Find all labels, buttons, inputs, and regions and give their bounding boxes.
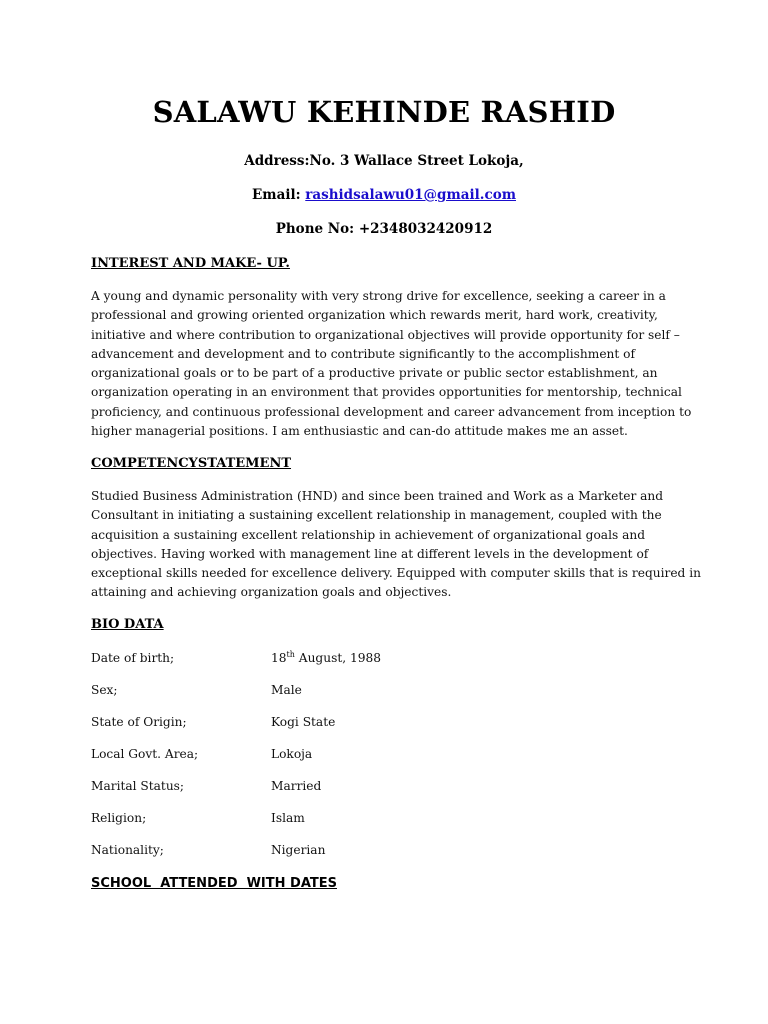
interest-line: higher managerial positions. I am enthusiastic and can-do attitude makes me an asset. bbox=[91, 424, 628, 439]
lga-value: Lokoja bbox=[271, 747, 313, 761]
nationality-value: Nigerian bbox=[271, 843, 326, 857]
competency-line: exceptional skills needed for excellence delivery. Equipped with computer skills that is required in bbox=[91, 566, 701, 581]
dob-suffix: th bbox=[286, 649, 295, 659]
address-value: No. 3 Wallace Street Lokoja, bbox=[309, 153, 524, 169]
origin-label: State of Origin; bbox=[91, 715, 187, 729]
competency-line: Studied Business Administration (HND) and since been trained and Work as a Marketer and bbox=[91, 489, 664, 503]
phone-value: +2348032420912 bbox=[358, 221, 493, 237]
origin-value: Kogi State bbox=[271, 715, 336, 729]
applicant-name: SALAWU KEHINDE RASHID bbox=[152, 95, 616, 129]
religion-label: Religion; bbox=[91, 811, 147, 825]
sex-value: Male bbox=[271, 683, 302, 697]
dob-day: 18 bbox=[271, 651, 287, 665]
dob-rest: August, 1988 bbox=[294, 651, 381, 665]
competency-line: attaining and achieving organization goals and objectives. bbox=[91, 585, 452, 600]
interest-heading: INTEREST AND MAKE- UP. bbox=[91, 256, 290, 271]
interest-line: A young and dynamic personality with very strong drive for excellence, seeking a career in a bbox=[91, 289, 666, 303]
marital-value: Married bbox=[271, 779, 322, 793]
phone-line bbox=[0, 221, 768, 237]
school-heading: SCHOOL ATTENDED WITH DATES bbox=[91, 876, 337, 891]
interest-line: organizational goals or to be part of a productive private or public sector establishment, an bbox=[91, 366, 658, 381]
email-label: Email: bbox=[252, 187, 301, 203]
bio-heading: BIO DATA bbox=[91, 617, 164, 632]
interest-line: initiative and where contribution to organizational objectives will provide opportunity for self – bbox=[91, 327, 680, 342]
religion-value: Islam bbox=[271, 811, 305, 825]
phone-label: Phone No: bbox=[275, 221, 355, 237]
interest-line: advancement and development and to contribute significantly to the accomplishment of bbox=[91, 346, 636, 361]
competency-paragraph bbox=[91, 487, 701, 603]
address-label: Address: bbox=[244, 153, 310, 169]
email-link[interactable]: rashidsalawu01@gmail.com bbox=[305, 187, 516, 203]
competency-line: objectives. Having worked with management line at different levels in the development of bbox=[91, 546, 649, 561]
nationality-label: Nationality; bbox=[91, 843, 164, 857]
competency-line: Consultant in initiating a sustaining excellent relationship in management, coupled with the bbox=[91, 508, 662, 523]
interest-line: organization operating in an environment that provides opportunities for mentorship, technical bbox=[91, 385, 682, 400]
dob-label: Date of birth; bbox=[91, 651, 175, 665]
email-line bbox=[0, 187, 768, 203]
competency-heading: COMPETENCYSTATEMENT bbox=[91, 456, 292, 471]
sex-label: Sex; bbox=[91, 683, 118, 697]
address-line bbox=[0, 153, 768, 169]
interest-line: proficiency, and continuous professional development and career advancement from inception to bbox=[91, 404, 692, 419]
lga-label: Local Govt. Area; bbox=[91, 747, 199, 761]
marital-label: Marital Status; bbox=[91, 779, 185, 793]
interest-paragraph bbox=[91, 287, 692, 441]
dob-value bbox=[271, 651, 381, 665]
interest-line: professional and growing oriented organization which rewards merit, hard work, creativity, bbox=[91, 308, 658, 323]
competency-line: acquisition a sustaining excellent relationship in achievement of organizational goals and bbox=[91, 527, 646, 542]
